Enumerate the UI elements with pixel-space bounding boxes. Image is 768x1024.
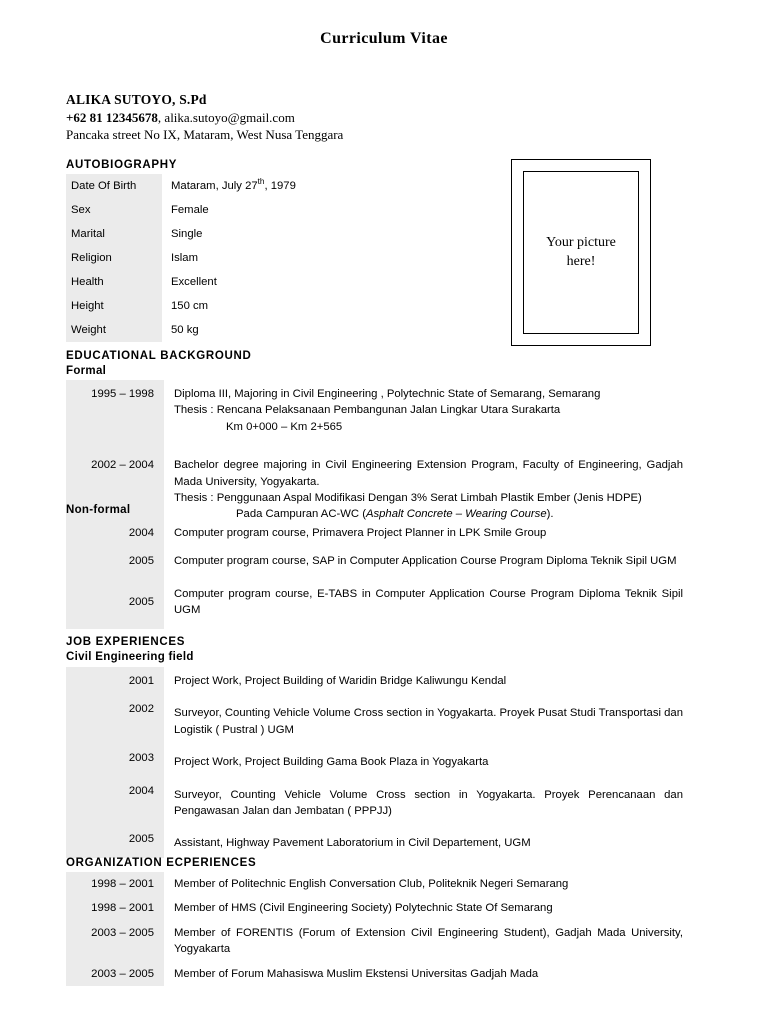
row-years: 2004 <box>66 519 164 547</box>
table-row <box>66 777 691 826</box>
table-row <box>66 921 691 962</box>
row-years: 2005 <box>66 825 164 857</box>
row-years: 2003 <box>66 744 164 776</box>
row-description <box>164 380 691 441</box>
row-label: Height <box>66 294 162 318</box>
row-years: 1998 – 2001 <box>66 872 164 896</box>
section-heading-organization-experiences: ORGANIZATION ECPERIENCES <box>66 857 257 869</box>
row-label: Religion <box>66 246 162 270</box>
table-row <box>66 246 426 270</box>
row-description: Project Work, Project Building of Waridin Bridge Kaliwungu Kendal <box>174 675 507 687</box>
table-row <box>66 318 426 342</box>
row-years: 2004 <box>66 777 164 826</box>
thesis-title-suffix: ). <box>546 508 554 521</box>
row-label: Marital <box>66 222 162 246</box>
job-experiences-table <box>66 667 691 858</box>
row-description <box>164 441 691 529</box>
row-label: Health <box>66 270 162 294</box>
row-years: 2005 <box>66 576 164 629</box>
candidate-name: ALIKA SUTOYO, S.Pd <box>66 92 207 107</box>
row-value: 150 cm <box>171 300 209 313</box>
row-value: Single <box>171 228 203 241</box>
row-description: Member of FORENTIS (Forum of Extension Civil Engineering Student), Gadjah Mada University, Yogyakarta <box>174 926 683 956</box>
row-description: Member of Politechnic English Conversation Club, Politeknik Negeri Semarang <box>174 878 569 890</box>
row-description: Computer program course, Primavera Project Planner in LPK Smile Group <box>174 527 547 539</box>
section-heading-education: EDUCATIONAL BACKGROUND <box>66 350 252 362</box>
table-row <box>66 270 426 294</box>
table-row <box>66 825 691 857</box>
row-years: 2003 – 2005 <box>66 962 164 986</box>
table-row <box>66 667 691 695</box>
table-row <box>66 380 691 441</box>
row-value: Islam <box>171 252 198 265</box>
table-row <box>66 222 426 246</box>
table-row <box>66 576 691 629</box>
row-years: 2002 <box>66 695 164 744</box>
row-years: 2001 <box>66 667 164 695</box>
row-years: 1998 – 2001 <box>66 896 164 920</box>
education-line-1: Bachelor degree majoring in Civil Engineering Extension Program, Faculty of Engineering, Gadjah Mada University, Yogyakarta. <box>174 459 683 488</box>
row-value: Female <box>171 204 209 217</box>
row-years: 2003 – 2005 <box>66 921 164 962</box>
picture-placeholder <box>511 159 651 346</box>
table-row <box>66 547 691 575</box>
contact-separator: , <box>157 109 165 125</box>
row-years: 1995 – 1998 <box>66 380 164 441</box>
table-row <box>66 519 691 547</box>
picture-placeholder-inner-frame <box>523 171 639 334</box>
table-row <box>66 441 691 529</box>
thesis-title-prefix: Pada Campuran AC-WC ( <box>236 508 366 521</box>
row-value: Excellent <box>171 276 217 289</box>
education-formal-table <box>66 380 691 529</box>
section-heading-autobiography: AUTOBIOGRAPHY <box>66 159 178 171</box>
row-years: 2005 <box>66 547 164 575</box>
dob-year: , 1979 <box>264 180 296 192</box>
table-row <box>66 198 426 222</box>
row-description: Computer program course, E-TABS in Computer Application Course Program Diploma Teknik Sipil UGM <box>174 587 683 617</box>
row-description: Surveyor, Counting Vehicle Volume Cross section in Yogyakarta. Proyek Pusat Studi Transportasi dan Logistik ( Pustral ) UGM <box>174 707 683 736</box>
row-description: Computer program course, SAP in Computer Application Course Program Diploma Teknik Sipil UGM <box>174 555 677 568</box>
subheading-formal: Formal <box>66 365 107 377</box>
education-line-3: Km 0+000 – Km 2+565 <box>226 420 343 433</box>
dob-ordinal-suffix: th <box>257 177 265 187</box>
row-label: Sex <box>66 198 162 222</box>
table-row <box>66 896 691 920</box>
row-years: 2002 – 2004 <box>66 441 164 529</box>
picture-label-line1: Your picture <box>546 235 616 251</box>
education-line-2: Thesis : Rencana Pelaksanaan Pembangunan Jalan Lingkar Utara Surakarta <box>174 404 561 417</box>
row-value <box>162 174 426 198</box>
row-value: 50 kg <box>171 324 199 337</box>
subheading-nonformal: Non-formal <box>66 504 131 516</box>
row-description: Member of HMS (Civil Engineering Society) Polytechnic State Of Semarang <box>174 902 553 915</box>
row-label: Weight <box>66 318 162 342</box>
table-row <box>66 872 691 896</box>
email-address: alika.sutoyo@gmail.com <box>164 109 295 125</box>
autobiography-table <box>66 174 426 342</box>
row-description: Project Work, Project Building Gama Book Plaza in Yogyakarta <box>174 756 489 769</box>
phone-number: +62 81 12345678 <box>66 109 158 125</box>
table-row <box>66 744 691 776</box>
education-line-2: Thesis : Penggunaan Aspal Modifikasi Dengan 3% Serat Limbah Plastik Ember (Jenis HDPE) <box>174 491 642 504</box>
picture-placeholder-label <box>546 234 616 270</box>
subheading-civil-engineering-field: Civil Engineering field <box>66 651 194 663</box>
identity-block <box>66 91 343 143</box>
thesis-title-italic: Asphalt Concrete – Wearing Course <box>365 508 547 521</box>
table-row <box>66 962 691 986</box>
education-nonformal-table <box>66 519 691 629</box>
education-line-1: Diploma III, Majoring in Civil Engineering , Polytechnic State of Semarang, Semarang <box>174 388 601 400</box>
row-description: Surveyor, Counting Vehicle Volume Cross section in Yogyakarta. Proyek Perencanaan dan Pengawasan Jalan dan Jembatan ( PPPJJ) <box>174 788 683 817</box>
row-label: Date Of Birth <box>66 174 162 198</box>
row-description: Member of Forum Mahasiswa Muslim Ekstensi Universitas Gadjah Mada <box>174 967 539 980</box>
organization-experiences-table <box>66 872 691 986</box>
postal-address: Pancaka street No IX, Mataram, West Nusa Tenggara <box>66 126 344 142</box>
table-row <box>66 294 426 318</box>
contact-line <box>66 109 343 126</box>
dob-prefix: Mataram, July 27 <box>171 180 258 192</box>
table-row <box>66 174 426 198</box>
picture-label-line2: here! <box>566 253 596 269</box>
row-description: Assistant, Highway Pavement Laboratorium in Civil Departement, UGM <box>174 837 531 850</box>
section-heading-job-experiences: JOB EXPERIENCES <box>66 636 186 648</box>
page-title: Curriculum Vitae <box>320 30 448 47</box>
table-row <box>66 695 691 744</box>
